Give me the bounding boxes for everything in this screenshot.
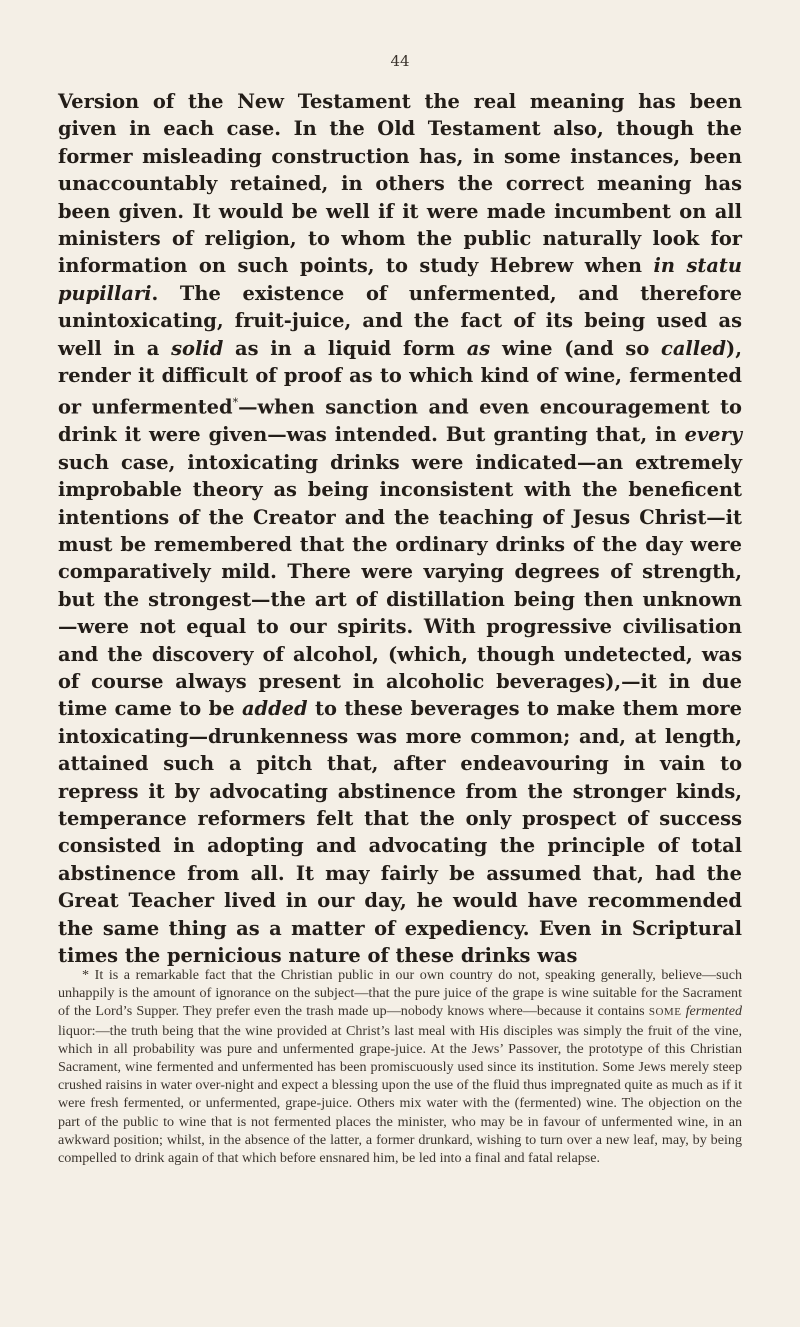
text-span: ), render it difficult of proof as to which kind of wine, fermented or unfermented: [58, 336, 742, 419]
text-span: . The existence of unfermented, and therefore unintoxicating, fruit-juice, and the fact of its being used as well in a: [58, 281, 742, 360]
italic-phrase: added: [241, 697, 308, 721]
text-span: to these beverages to make them more intoxicating—drunkenness was more common; and, at length, attained such a pitch that, after endeavouring in vain to repress it by advocating abstinence from the stronger kinds, temperance reformers felt that the only prospect of success consisted in adopting and advocating the principle of total abstinence from all. It may fairly be assumed that, had the Great Teacher lived in our day, he would have recommended the same thing as a matter of expediency. Even in Scriptural times the pernicious nature of these drinks was: [58, 697, 742, 968]
text-span: such case, intoxicating drinks were indicated—an extremely improbable theory as being inconsistent with the beneficent intentions of the Creator and the teaching of Jesus Christ—it must be remembered that the ordinary drinks of the day were comparatively mild. There were varying degrees of strength, but the strongest—the art of distillation being then unknown—were not equal to our spirits. With progressive civilisation and the discovery of alcohol, (which, though undetected, was of course always present in alcoholic beverages),—it in due time came to be: [58, 450, 742, 721]
text-span: wine (and so: [490, 336, 662, 360]
italic-phrase: in statu pupillari: [58, 254, 742, 305]
footnote: [58, 966, 742, 1167]
italic-phrase: fermented: [685, 1003, 742, 1020]
page-number: 44: [390, 52, 410, 70]
text-span: liquor:—the truth being that the wine provided at Christ’s last meal with His disciples was simply the fruit of the vine, which in all probability was pure and unfermented grape-juice. At the Jews’ Passover, the prototype of this Christian Sacrament, wine fermented and unfermented has been promiscuously used since its institution. Some Jews merely steep crushed raisins in water over-night and expect a blessing upon the use of the fluid thus impregnated quite as much as if it were fresh fermented, or unfermented, grape-juice. Others mix water with the (fermented) wine. The objection on the part of the public to wine that is not fermented places the minister, who may be in favour of unfermented wine, in an awkward position; whilst, in the absence of the latter, a former drunkard, wishing to turn over a new leaf, may, by being compelled to drink again of that which before ensnared him, be led into a final and fatal relapse.: [58, 1022, 742, 1167]
text-span: as in a liquid form: [223, 336, 467, 360]
footnote-paragraph: [58, 966, 742, 1167]
footnote-marker: *: [232, 396, 239, 410]
small-caps-word: SOME: [648, 1006, 682, 1019]
text-span: * It is a remarkable fact that the Christian public in our own country do not, speaking generally, believe—such unhappily is the amount of ignorance on the subject—that the pure juice of the grape is wine suitable for the Sacrament of the Lord’s Supper. They prefer even the trash made up—nobody knows where—because it contains: [58, 967, 742, 1020]
main-text: [58, 88, 742, 969]
italic-phrase: called: [661, 336, 727, 360]
text-span: —when sanction and even encouragement to drink it were given—was intended. But granting that, in: [58, 395, 742, 447]
italic-phrase: every: [684, 423, 742, 447]
italic-phrase: as: [466, 336, 491, 360]
text-span: Version of the New Testament the real meaning has been given in each case. In the Old Testament also, though the former misleading construction has, in some instances, been unaccountably retained, in others the correct meaning has been given. It would be well if it were made incumbent on all ministers of religion, to whom the public naturally look for information on such points, to study Hebrew when: [58, 90, 742, 278]
italic-phrase: solid: [171, 336, 224, 360]
main-paragraph: [58, 88, 742, 969]
